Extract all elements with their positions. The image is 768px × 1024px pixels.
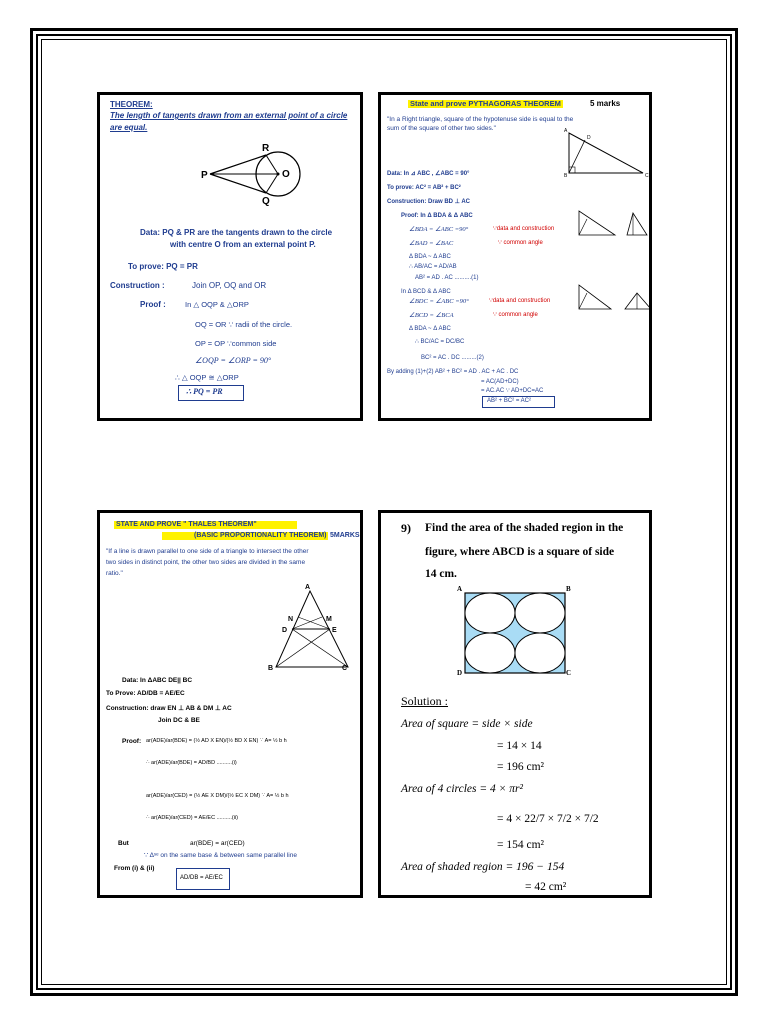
card2-l7b: ∵data and construction: [489, 298, 551, 304]
card3-but-text: ar(BDE) = ar(CED): [190, 840, 245, 847]
label-O: O: [282, 169, 290, 180]
card4-question-line2: figure, where ABCD is a square of side: [425, 546, 615, 558]
card4-s8: = 42 cm²: [525, 881, 567, 893]
thales-label-A: A: [305, 584, 311, 591]
card4-question-line1: Find the area of the shaded region in the: [425, 522, 624, 534]
card2-fig-A: A: [564, 128, 568, 134]
card3-data: Data: In ΔABC DE|| BC: [122, 677, 193, 684]
card4-solution-label: Solution :: [401, 694, 449, 708]
card2-l9: Δ BDA ~ Δ ABC: [409, 326, 451, 332]
card2-fig-D: D: [587, 135, 591, 141]
card1-data-line2: with centre O from an external point P.: [170, 240, 316, 249]
card4-question-num: 9): [401, 521, 411, 535]
card4-fig-B: B: [566, 585, 571, 593]
card3-conclusion: AD/DB = AE/EC: [180, 875, 223, 881]
card2-data: Data: In ⊿ ABC , ∠ABC = 90°: [387, 171, 470, 177]
card2-l2b: ∵ common angle: [498, 240, 543, 246]
card4-question-line3: 14 cm.: [425, 568, 457, 580]
tangent-theorem-card: [97, 92, 363, 421]
card2-l8b: ∵ common angle: [493, 312, 538, 318]
tangent-figure: [100, 137, 363, 227]
card2-l5: AB² = AD . AC ..........(1): [415, 275, 479, 281]
card3-statement-line1: "If a line is drawn parallel to one side of a triangle to intersect the other: [106, 548, 309, 555]
card2-l7a: ∠BDC = ∠ABC =90°: [409, 298, 469, 305]
card2-l11: BC² = AC . DC .........(2): [421, 355, 484, 361]
card3-join: Join DC & BE: [158, 717, 200, 724]
card2-title: State and prove PYTHAGORAS THEOREM: [410, 99, 561, 108]
thales-label-M: M: [326, 616, 332, 623]
pythagoras-figure-main: [559, 129, 649, 181]
thales-figure: [266, 581, 363, 676]
shaded-area-card: [378, 510, 652, 898]
card2-l12: By adding (1)+(2) AB² + BC² = AD . AC + AC . DC: [387, 369, 519, 375]
card4-s7: Area of shaded region = 196 − 154: [401, 861, 565, 873]
card1-proof-line-1: In △ OQP & △ORP: [185, 300, 249, 309]
card2-fig-B: B: [564, 173, 568, 179]
card2-l2a: ∠BAD = ∠BAC: [409, 240, 454, 247]
thales-card: [97, 510, 363, 898]
card4-fig-D: D: [457, 669, 463, 677]
card2-l14: = AC.AC ∵ AD+DC=AC: [481, 388, 544, 394]
card4-s1: Area of square = side × side: [401, 718, 533, 730]
card2-to-prove: To prove: AC² = AB² + BC²: [387, 185, 461, 191]
card4-s6: = 154 cm²: [497, 839, 544, 851]
card1-statement-line1: The length of tangents drawn from an external point of a circle: [110, 111, 348, 120]
card3-reason: ∵ Δˢᵉ on the same base & between same parallel line: [144, 852, 297, 859]
thales-label-D: D: [282, 627, 288, 634]
card3-from: From (i) & (ii): [114, 865, 155, 872]
card4-s3: = 196 cm²: [497, 761, 544, 773]
thales-label-C: C: [342, 665, 348, 672]
card1-statement-line2: are equal.: [110, 123, 148, 132]
card3-statement-line2: two sides in distinct point, the other two sides are divided in the same: [106, 559, 306, 566]
card2-marks: 5 marks: [590, 99, 621, 108]
card3-construction: Construction: draw EN ⊥ AB & DM ⊥ AC: [106, 705, 232, 712]
card1-proof-label: Proof :: [140, 300, 166, 309]
pythagoras-figure-small-1: [575, 209, 652, 239]
square-circles-figure: [463, 591, 573, 681]
card2-l6: In Δ BCD & Δ ABC: [401, 289, 451, 295]
card2-fig-C: C: [645, 173, 649, 179]
card1-construction-text: Join OP, OQ and OR: [192, 281, 267, 290]
card3-marks: 5MARKS: [330, 532, 360, 539]
label-Q: Q: [262, 196, 270, 207]
card4-s5: = 4 × 22/7 × 7/2 × 7/2: [497, 813, 599, 825]
label-R: R: [262, 143, 270, 154]
card4-s4: Area of 4 circles = 4 × πr²: [401, 783, 523, 795]
card1-proof-line-3: OP = OP ∵common side: [195, 339, 277, 348]
card3-p3: ar(ADE)/ar(CED) = (½ AE X DM)/(½ EC X DM) ∵ A= ½ b h: [146, 793, 289, 799]
card3-title-line1: STATE AND PROVE " THALES THEOREM": [114, 521, 297, 529]
card1-construction-label: Construction :: [110, 281, 165, 290]
card2-l10: ∴ BC/AC = DC/BC: [415, 339, 465, 345]
label-P: P: [201, 170, 208, 181]
card1-conclusion: ∴ PQ = PR: [186, 387, 223, 396]
card3-statement-line3: ratio.": [106, 570, 123, 577]
card2-l15: AB² + BC² = AC²: [487, 398, 532, 404]
thales-label-B: B: [268, 665, 274, 672]
card2-proof1: Proof: In Δ BDA & Δ ABC: [401, 213, 473, 219]
card1-proof-line-5: ∴ △ OQP ≅ △ORP: [175, 373, 239, 382]
card4-fig-A: A: [457, 585, 463, 593]
card2-l1a: ∠BDA = ∠ABC =90°: [409, 226, 469, 233]
card3-to-prove: To Prove: AD/DB = AE/EC: [106, 690, 185, 697]
card2-statement-line2: sum of the square of other two sides.": [387, 125, 496, 132]
card1-heading: THEOREM:: [110, 100, 153, 109]
card4-fig-C: C: [566, 669, 572, 677]
card3-proof-label: Proof:: [122, 738, 142, 745]
card3-p1: ar(ADE)/ar(BDE) = (½ AD X EN)/(½ BD X EN) ∵ A= ½ b h: [146, 738, 287, 744]
card3-p4: ∴ ar(ADE)/ar(CED) = AE/EC ..........(ii): [146, 815, 238, 821]
card4-s2: = 14 × 14: [497, 740, 542, 752]
card2-l13: = AC(AD+DC): [481, 379, 519, 385]
card3-but-label: But: [118, 840, 129, 847]
card2-l8a: ∠BCD = ∠BCA: [409, 312, 454, 319]
card1-proof-line-2: OQ = OR ∵ radii of the circle.: [195, 320, 293, 329]
thales-label-N: N: [288, 616, 294, 623]
card1-data-line1: Data: PQ & PR are the tangents drawn to the circle: [140, 228, 333, 237]
card3-title-line2: (BASIC PROPORTIONALITY THEOREM): [162, 532, 328, 540]
card2-l4: ∴ AB/AC = AD/AB: [409, 264, 457, 270]
card2-l1b: ∵data and construction: [493, 226, 555, 232]
card2-construction: Construction: Draw BD ⊥ AC: [387, 199, 471, 205]
card1-to-prove: To prove: PQ = PR: [128, 262, 198, 271]
thales-label-E: E: [332, 627, 337, 634]
pythagoras-card: [378, 92, 652, 421]
card1-proof-line-4: ∠OQP = ∠ORP = 90°: [195, 356, 272, 365]
pythagoras-figure-small-2: [575, 283, 652, 313]
card2-l3: Δ BDA ~ Δ ABC: [409, 254, 451, 260]
card3-p2: ∴ ar(ADE)/ar(BDE) = AD/BD ..........(i): [146, 760, 237, 766]
card2-statement-line1: "In a Right triangle, square of the hypotenuse side is equal to the: [387, 116, 574, 123]
